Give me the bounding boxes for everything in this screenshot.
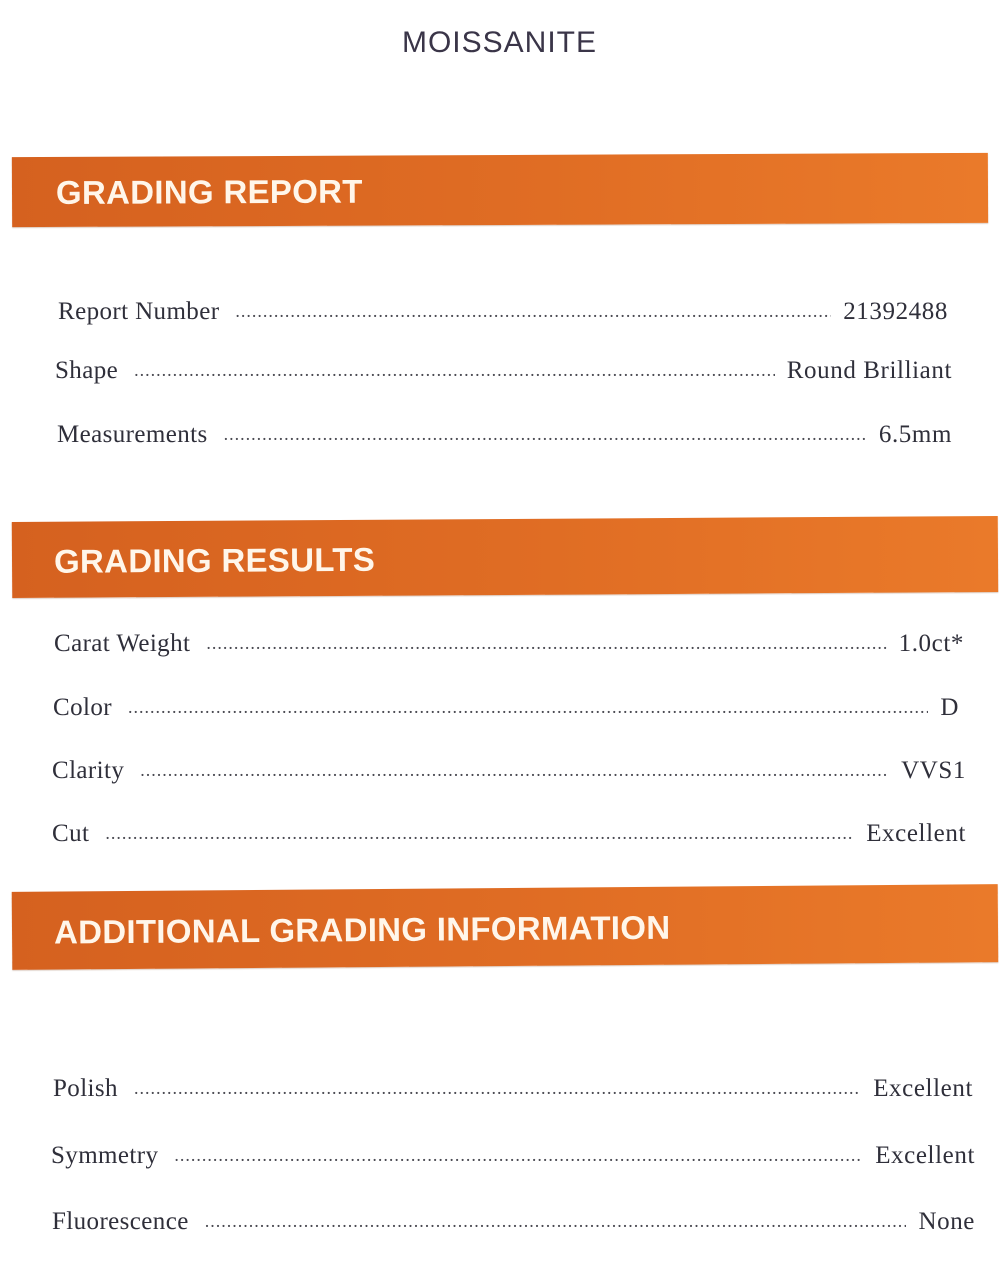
section-heading: GRADING REPORT [55, 172, 363, 211]
dot-leader [224, 424, 867, 445]
carat-weight-value: 1.0ct* [898, 630, 964, 657]
fluorescence-label: Fluorescence [52, 1208, 189, 1235]
report-number-row [58, 298, 948, 326]
cut-label: Cut [52, 820, 90, 847]
grading-report-banner [12, 153, 988, 227]
measurements-value: 6.5mm [878, 421, 952, 448]
dot-leader [134, 360, 775, 381]
symmetry-label: Symmetry [51, 1142, 159, 1169]
report-number-value: 21392488 [843, 298, 948, 325]
dot-leader [174, 1145, 863, 1166]
color-value: D [940, 694, 959, 721]
report-number-label: Report Number [58, 298, 220, 325]
symmetry-row [51, 1142, 975, 1170]
clarity-row [52, 757, 966, 785]
shape-label: Shape [55, 357, 119, 384]
dot-leader [128, 697, 928, 718]
shape-row [55, 357, 952, 385]
cut-value: Excellent [866, 820, 966, 847]
dot-leader [105, 823, 854, 844]
section-heading: ADDITIONAL GRADING INFORMATION [53, 908, 671, 951]
document-title: MOISSANITE [401, 26, 598, 59]
cut-row [52, 820, 966, 848]
carat-weight-row [54, 630, 964, 658]
shape-value: Round Brilliant [786, 357, 952, 384]
grading-results-banner [12, 516, 998, 598]
dot-leader [134, 1078, 861, 1099]
dot-leader [206, 633, 886, 654]
polish-value: Excellent [873, 1075, 973, 1102]
additional-grading-information-banner [12, 884, 999, 970]
measurements-label: Measurements [57, 421, 208, 448]
dot-leader [235, 301, 831, 322]
polish-row [53, 1075, 973, 1103]
dot-leader [140, 760, 889, 781]
dot-leader [205, 1211, 907, 1232]
color-label: Color [53, 694, 112, 721]
clarity-label: Clarity [52, 757, 125, 784]
polish-label: Polish [53, 1075, 118, 1102]
fluorescence-row [52, 1208, 975, 1236]
carat-weight-label: Carat Weight [54, 630, 191, 657]
color-row [53, 694, 959, 722]
clarity-value: VVS1 [901, 757, 966, 784]
measurements-row [57, 421, 952, 449]
fluorescence-value: None [918, 1208, 975, 1235]
symmetry-value: Excellent [875, 1142, 975, 1169]
section-heading: GRADING RESULTS [53, 540, 376, 580]
